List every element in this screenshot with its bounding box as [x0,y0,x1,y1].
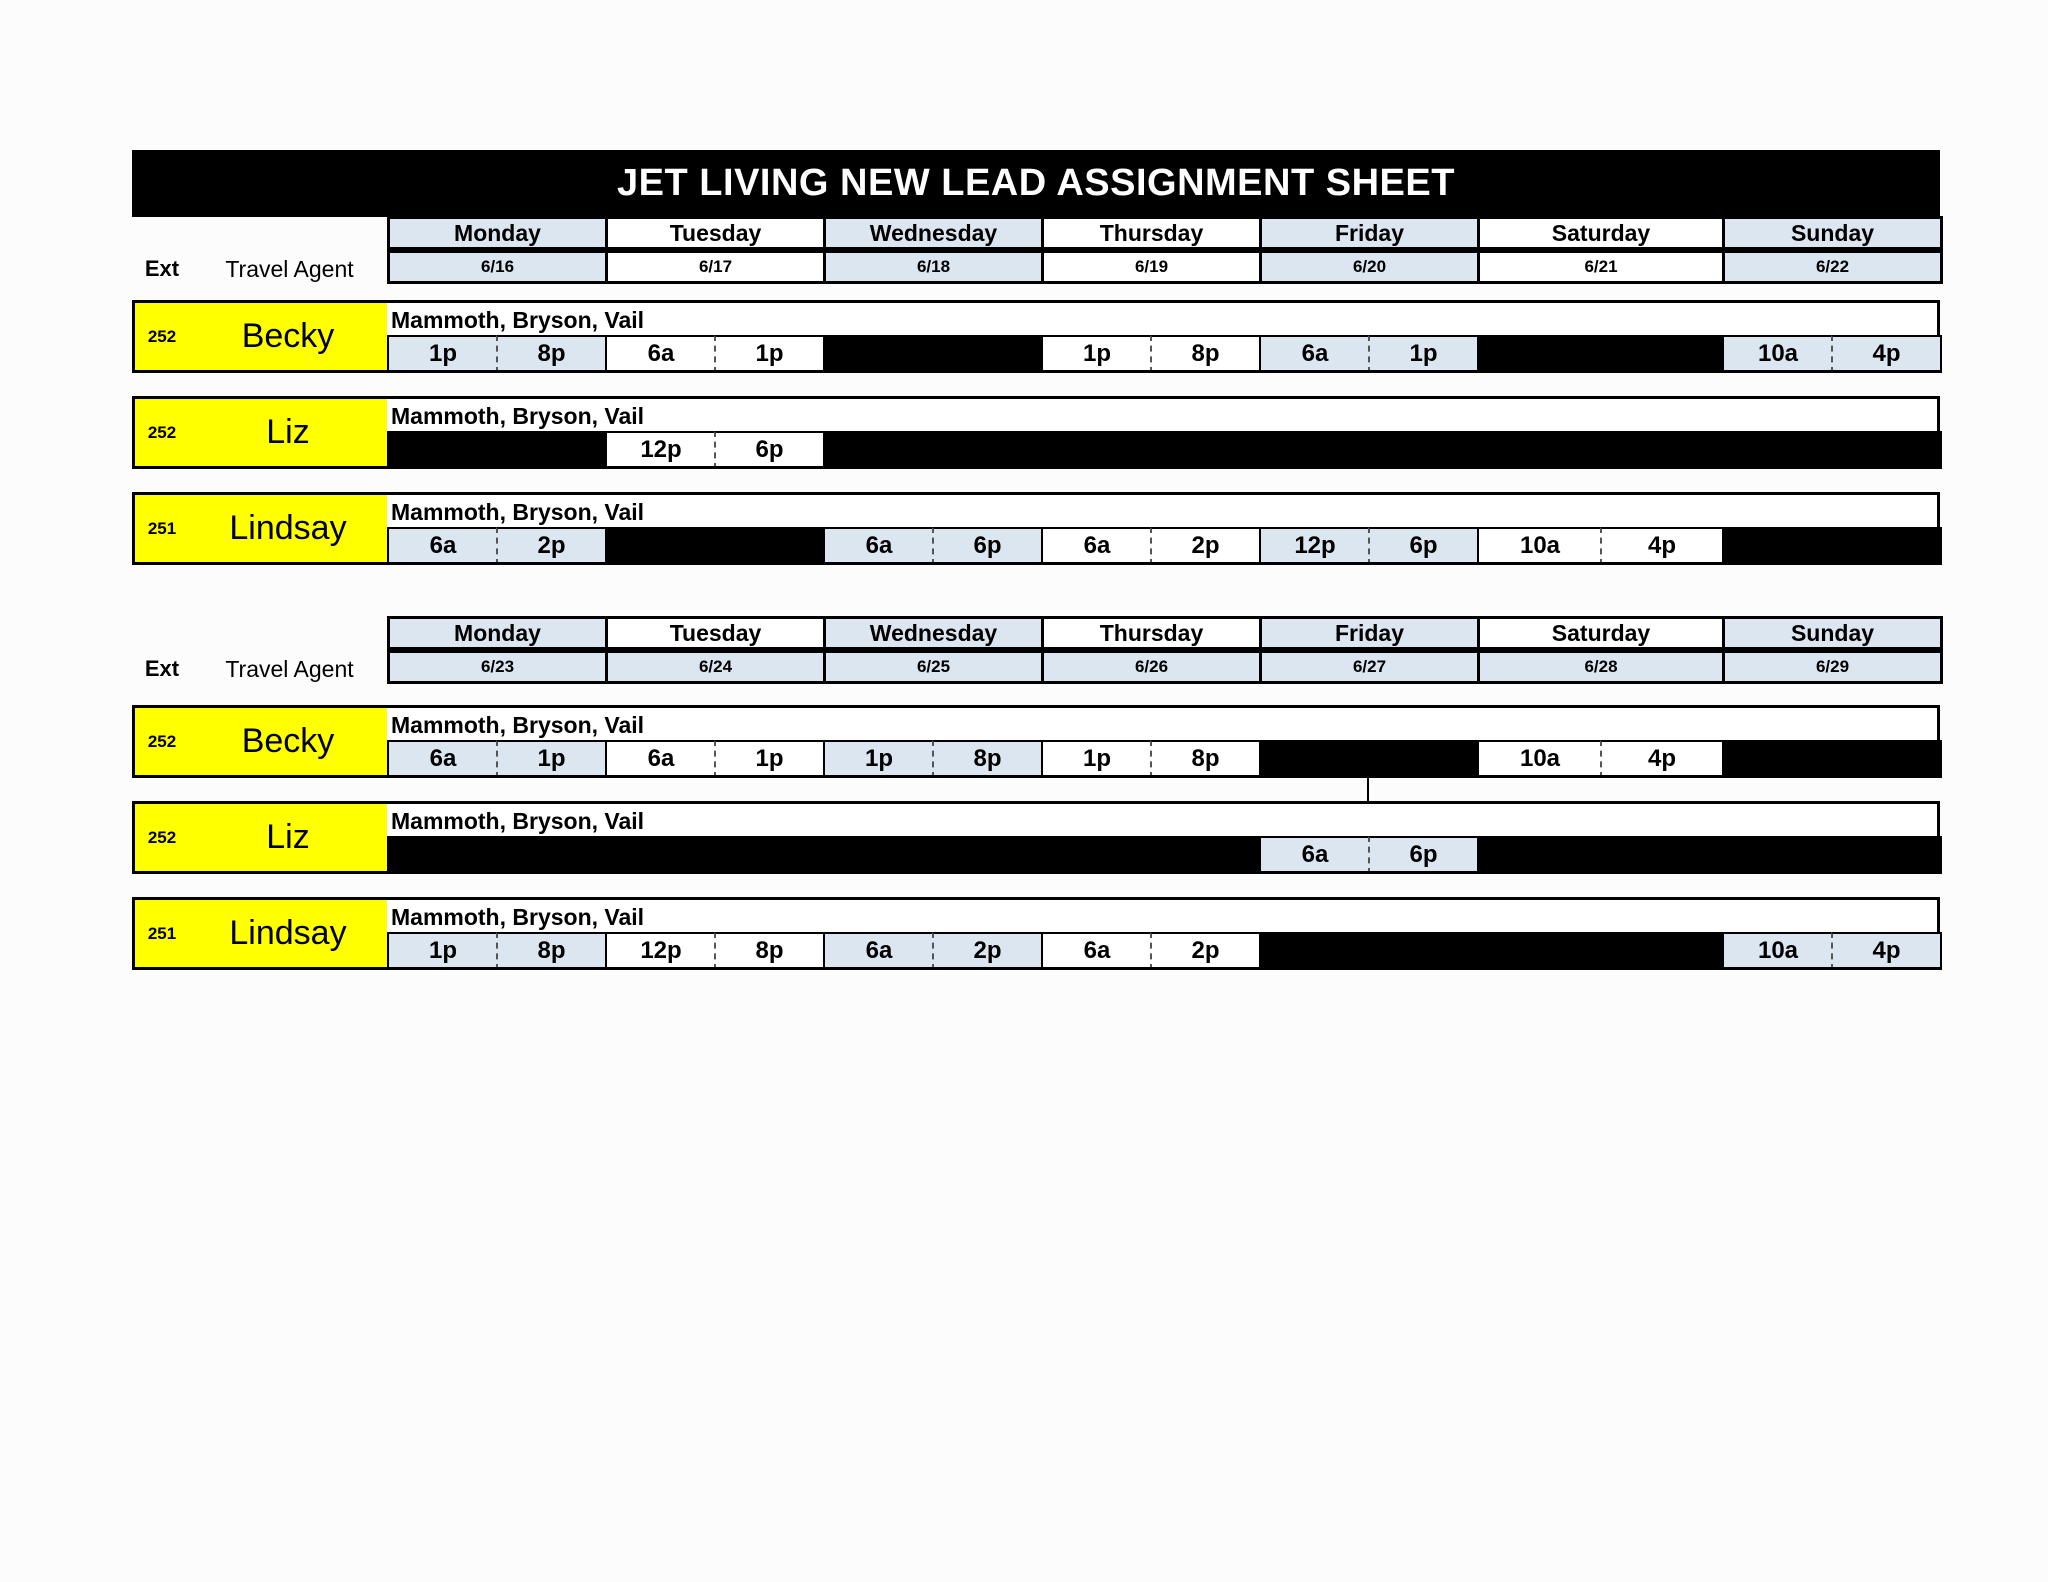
shift-start: 10a [1477,740,1601,778]
shift-start: 6a [605,335,715,373]
agent-locations: Mammoth, Bryson, Vail [387,396,1940,434]
agent-ext: 252 [132,801,192,874]
shift-end: 1p [496,740,607,778]
off-block [1041,431,1261,469]
agent-locations: Mammoth, Bryson, Vail [387,705,1940,743]
off-block [823,836,1043,874]
shift-end: 8p [714,932,825,970]
row-divider [132,370,1940,373]
date-header: 6/24 [605,650,826,684]
agent-ext: 252 [132,396,192,469]
shift-start: 10a [1722,335,1832,373]
date-header: 6/21 [1477,250,1725,284]
shift-end: 8p [1150,740,1261,778]
off-block [605,836,825,874]
shift-end: 8p [496,335,607,373]
day-header-saturday: Saturday [1477,216,1725,250]
shift-start: 12p [605,431,715,469]
shift-start: 6a [823,932,933,970]
agent-name: Liz [189,396,390,469]
day-header-tuesday: Tuesday [605,216,826,250]
off-block [1041,836,1261,874]
shift-end: 6p [932,527,1043,565]
shift-start: 6a [1259,335,1369,373]
shift-end: 2p [932,932,1043,970]
ext-header: Ext [144,656,180,681]
shift-end: 1p [1368,335,1479,373]
off-block [1259,431,1479,469]
off-block [1722,431,1942,469]
date-header: 6/16 [387,250,608,284]
date-header: 6/22 [1722,250,1943,284]
agent-ext: 252 [132,300,192,373]
agent-name: Lindsay [189,897,390,970]
date-header: 6/27 [1259,650,1480,684]
shift-start: 1p [387,932,497,970]
shift-end: 1p [714,335,825,373]
ext-header: Ext [144,256,180,281]
day-header-saturday: Saturday [1477,616,1725,650]
sheet-title: JET LIVING NEW LEAD ASSIGNMENT SHEET [132,150,1940,217]
shift-end: 2p [496,527,607,565]
off-block [1477,335,1724,373]
agent-locations: Mammoth, Bryson, Vail [387,492,1940,530]
travel-agent-header: Travel Agent [225,655,354,682]
agent-locations: Mammoth, Bryson, Vail [387,300,1940,338]
shift-start: 12p [1259,527,1369,565]
shift-end: 4p [1600,740,1724,778]
shift-start: 1p [1041,740,1151,778]
row-divider [132,967,1940,970]
shift-end: 8p [496,932,607,970]
shift-end: 4p [1831,335,1942,373]
shift-start: 6a [1041,527,1151,565]
date-header: 6/29 [1722,650,1943,684]
shift-end: 8p [932,740,1043,778]
off-block [823,335,1043,373]
agent-name: Lindsay [189,492,390,565]
shift-start: 6a [387,527,497,565]
date-header: 6/17 [605,250,826,284]
day-header-thursday: Thursday [1041,216,1262,250]
day-header-thursday: Thursday [1041,616,1262,650]
shift-start: 6a [1041,932,1151,970]
shift-end: 6p [1368,836,1479,874]
off-block [1722,740,1942,778]
agent-locations: Mammoth, Bryson, Vail [387,801,1940,839]
shift-end: 2p [1150,527,1261,565]
off-block [1477,431,1724,469]
date-header: 6/19 [1041,250,1262,284]
agent-ext: 251 [132,897,192,970]
agent-ext: 252 [132,705,192,778]
row-divider [132,775,1940,778]
day-header-monday: Monday [387,616,608,650]
shift-end: 4p [1831,932,1942,970]
off-block [823,431,1043,469]
agent-name: Becky [189,705,390,778]
shift-start: 6a [823,527,933,565]
off-block [1259,932,1479,970]
shift-end: 4p [1600,527,1724,565]
date-header: 6/28 [1477,650,1725,684]
agent-name: Liz [189,801,390,874]
shift-end: 6p [714,431,825,469]
day-header-sunday: Sunday [1722,216,1943,250]
off-block [1477,932,1724,970]
off-block [1722,527,1942,565]
shift-end: 8p [1150,335,1261,373]
date-header: 6/25 [823,650,1044,684]
off-block [605,527,825,565]
day-header-wednesday: Wednesday [823,616,1044,650]
date-header: 6/18 [823,250,1044,284]
off-block [387,836,607,874]
row-divider [132,871,1940,874]
shift-end: 2p [1150,932,1261,970]
shift-start: 10a [1477,527,1601,565]
agent-ext: 251 [132,492,192,565]
off-block [1722,836,1942,874]
shift-start: 12p [605,932,715,970]
date-header: 6/23 [387,650,608,684]
row-divider [132,466,1940,469]
shift-start: 6a [1259,836,1369,874]
shift-end: 6p [1368,527,1479,565]
day-header-wednesday: Wednesday [823,216,1044,250]
date-header: 6/20 [1259,250,1480,284]
day-header-sunday: Sunday [1722,616,1943,650]
off-block [1477,836,1724,874]
shift-start: 10a [1722,932,1832,970]
shift-start: 1p [387,335,497,373]
day-header-tuesday: Tuesday [605,616,826,650]
day-header-friday: Friday [1259,216,1480,250]
off-block [387,431,607,469]
row-gap-tick [1367,778,1369,801]
day-header-friday: Friday [1259,616,1480,650]
shift-start: 6a [387,740,497,778]
agent-name: Becky [189,300,390,373]
date-header: 6/26 [1041,650,1262,684]
day-header-monday: Monday [387,216,608,250]
shift-start: 6a [605,740,715,778]
shift-end: 1p [714,740,825,778]
shift-start: 1p [823,740,933,778]
off-block [1259,740,1479,778]
agent-locations: Mammoth, Bryson, Vail [387,897,1940,935]
travel-agent-header: Travel Agent [225,255,354,282]
row-divider [132,562,1940,565]
shift-start: 1p [1041,335,1151,373]
